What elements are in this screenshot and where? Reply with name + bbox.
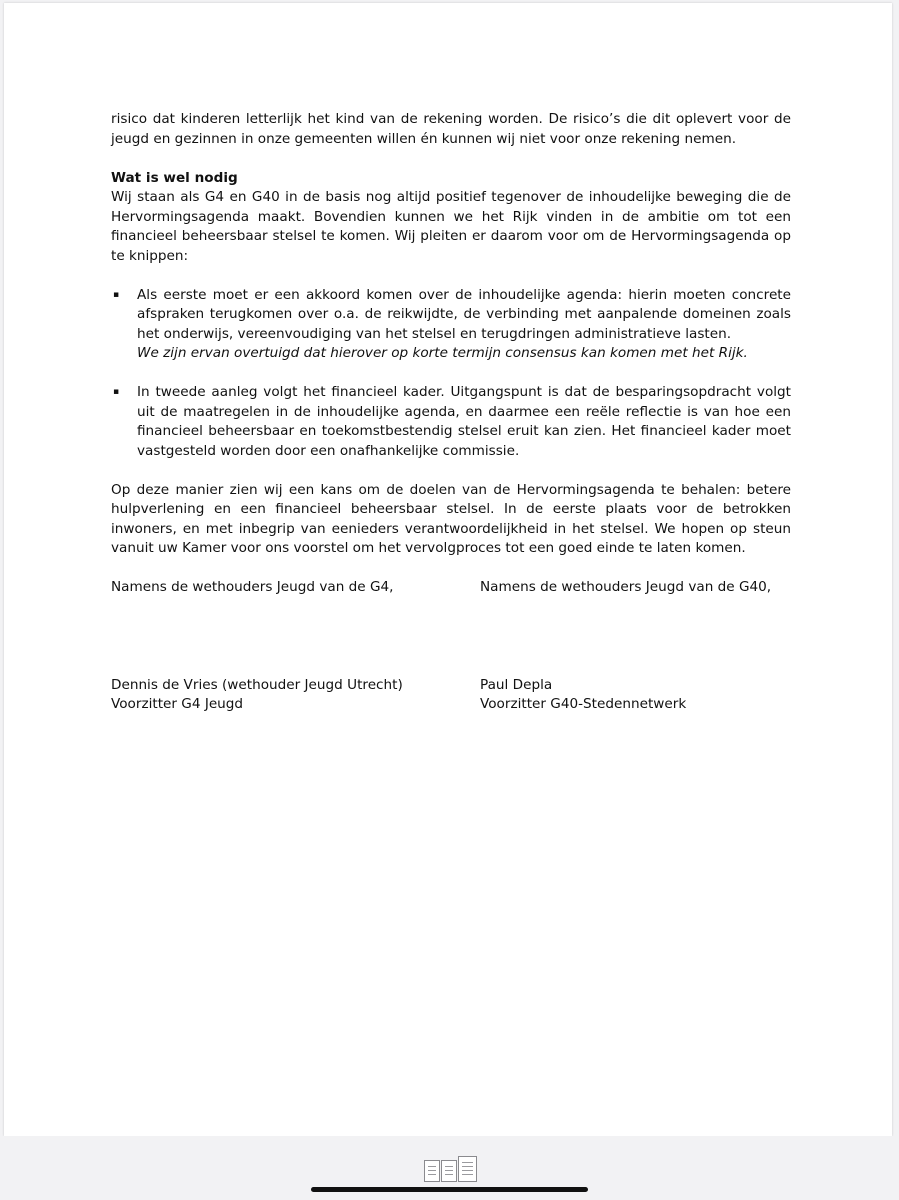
bullet-text: Als eerste moet er een akkoord komen over de inhoudelijke agenda: hierin moeten concrete afspraken terugkomen over o.a. de reikwijdte, de verbinding met aanpalende domeinen zoals het onderwijs, vereenvoudiging van het stelsel en terugdringen administratieve lasten.: [137, 286, 791, 342]
signature-right: [480, 578, 849, 715]
signatory-name: Dennis de Vries (wethouder Jeugd Utrecht): [111, 676, 403, 693]
bullet-item: [111, 383, 791, 461]
bullet-icon: ▪: [113, 289, 120, 300]
document-page: [4, 3, 892, 1136]
page-content: [111, 110, 791, 715]
signatory-role: Voorzitter G40-Stedennetwerk: [480, 696, 687, 712]
signature-block: [111, 578, 791, 715]
section-heading: Wat is wel nodig: [111, 169, 238, 186]
pages-thumbnails-icon[interactable]: [424, 1154, 480, 1182]
on-behalf-text: Namens de wethouders Jeugd van de G4,: [111, 579, 394, 595]
closing-paragraph: Op deze manier zien wij een kans om de doelen van de Hervormingsagenda te behalen: betere hulpverlening en een financieel beheersbaar stelsel. In de eerste plaats voor de betrokken inwoners, en met inbegrip van eenieders verantwoordelijkheid in het stelsel. We hopen op steun vanuit uw Kamer voor ons voorstel om het vervolgproces tot een goed einde te laten komen.: [111, 481, 791, 556]
bullet-text: In tweede aanleg volgt het financieel kader. Uitgangspunt is dat de besparingsopdracht volgt uit de maatregelen in de inhoudelijke agenda, en daarmee een reële reflectie is van hoe een financieel beheersbaar en toekomstbestendig stelsel eruit kan zien. Het financieel kader moet vastgesteld worden door een onafhankelijke commissie.: [137, 384, 791, 459]
home-indicator[interactable]: [311, 1187, 588, 1192]
bullet-icon: ▪: [113, 387, 120, 397]
bullet-italic-text: We zijn ervan overtuigd dat hierover op korte termijn consensus kan komen met het Rijk.: [137, 345, 748, 361]
signatory-role: Voorzitter G4 Jeugd: [111, 696, 244, 712]
intro-paragraph: risico dat kinderen letterlijk het kind van de rekening worden. De risico’s die dit oplevert voor de jeugd en gezinnen in onze gemeenten willen én kunnen wij niet voor onze rekening nemen.: [111, 111, 791, 147]
on-behalf-text: Namens de wethouders Jeugd van de G40,: [480, 579, 772, 595]
signatory-name: Paul Depla: [480, 676, 553, 693]
bullet-item: [111, 286, 791, 364]
signature-left: [111, 578, 480, 715]
section-paragraph: Wij staan als G4 en G40 in de basis nog altijd positief tegenover de inhoudelijke beweging die de Hervormingsagenda maakt. Bovendien kunnen we het Rijk vinden in de ambitie om tot een financieel beheersbaar stelsel te komen. Wij pleiten er daarom voor om de Hervormingsagenda op te knippen:: [111, 189, 791, 264]
